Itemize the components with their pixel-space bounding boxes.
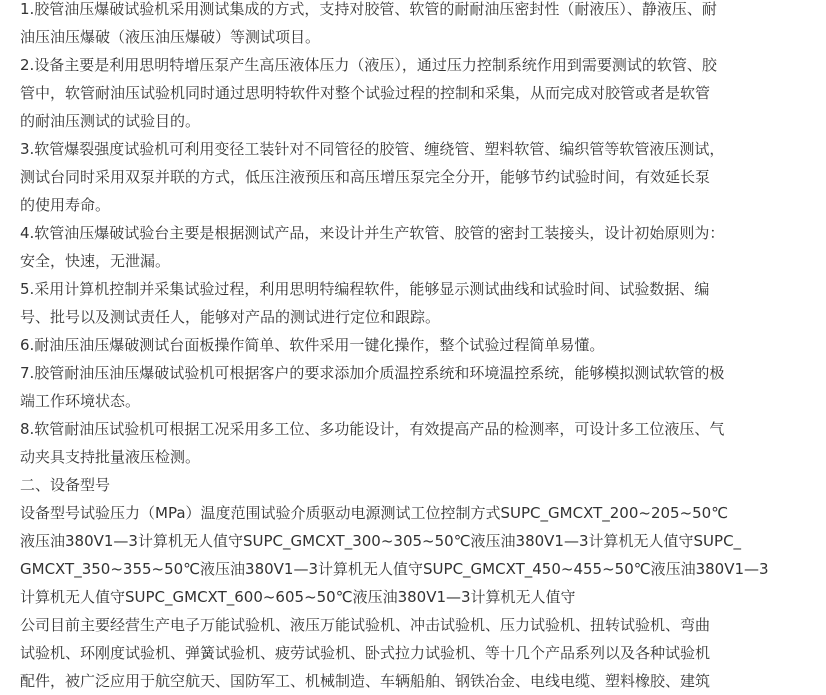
paragraph-line: 8.软管耐油压试验机可根据工况采用多工位、多功能设计，有效提高产品的检测率，可设计多工位液压、气	[20, 420, 725, 438]
paragraph-line: 公司目前主要经营生产电子万能试验机、液压万能试验机、冲击试验机、压力试验机、扭转试验机、弯曲	[20, 616, 711, 634]
paragraph-line: 测试台同时采用双泵并联的方式，低压注液预压和高压增压泵完全分开，能够节约试验时间，有效延长泵	[20, 168, 711, 186]
paragraph-line: 端工作环境状态。	[20, 392, 141, 410]
paragraph-line: 4.软管油压爆破试验台主要是根据测试产品，来设计并生产软管、胶管的密封工装接头，设计初始原则为：	[20, 224, 725, 242]
article-paragraph	[20, 219, 820, 275]
paragraph-line: 油压油压爆破（液压油压爆破）等测试项目。	[20, 28, 321, 46]
paragraph-line: 设备型号试验压力（MPa）温度范围试验介质驱动电源测试工位控制方式SUPC_GMCXT_200~205~50℃	[20, 504, 729, 522]
paragraph-line: 动夹具支持批量液压检测。	[20, 448, 201, 466]
article-paragraph	[20, 0, 820, 51]
article-paragraph	[20, 51, 820, 135]
paragraph-line: 的使用寿命。	[20, 196, 111, 214]
article-paragraph	[20, 135, 820, 219]
article-paragraph	[20, 415, 820, 471]
paragraph-line: 1.胶管油压爆破试验机采用测试集成的方式，支持对胶管、软管的耐耐油压密封性（耐液压）、静液压、耐	[20, 0, 717, 18]
paragraph-line: 6.耐油压油压爆破测试台面板操作简单、软件采用一键化操作，整个试验过程简单易懂。	[20, 336, 605, 354]
paragraph-line: 管中，软管耐油压试验机同时通过思明特软件对整个试验过程的控制和采集，从而完成对胶管或者是软管	[20, 84, 711, 102]
paragraph-line: 安全，快速，无泄漏。	[20, 252, 171, 270]
article-paragraph	[20, 275, 820, 331]
paragraph-line: 号、批号以及测试责任人，能够对产品的测试进行定位和跟踪。	[20, 308, 441, 326]
paragraph-line: 7.胶管耐油压油压爆破试验机可根据客户的要求添加介质温控系统和环境温控系统，能够模拟测试软管的极	[20, 364, 725, 382]
article-body	[20, 0, 820, 695]
paragraph-line: 3.软管爆裂强度试验机可利用变径工装针对不同管径的胶管、缠绕管、塑料软管、编织管等软管液压测试，	[20, 140, 725, 158]
article-paragraph	[20, 471, 820, 499]
paragraph-line: 2.设备主要是利用思明特增压泵产生高压液体压力（液压），通过压力控制系统作用到需要测试的软管、胶	[20, 56, 717, 74]
paragraph-line: 计算机无人值守SUPC_GMCXT_600~605~50℃液压油380V1—3计算机无人值守	[20, 588, 576, 606]
article-paragraph	[20, 611, 820, 695]
paragraph-line: 的耐油压测试的试验目的。	[20, 112, 201, 130]
paragraph-line: GMCXT_350~355~50℃液压油380V1—3计算机无人值守SUPC_GMCXT_450~455~50℃液压油380V1—3	[20, 560, 769, 578]
article-paragraph	[20, 359, 820, 415]
paragraph-line: 液压油380V1—3计算机无人值守SUPC_GMCXT_300~305~50℃液压油380V1—3计算机无人值守SUPC_	[20, 532, 742, 550]
paragraph-line: 二、设备型号	[20, 476, 111, 494]
paragraph-line: 5.采用计算机控制并采集试验过程，利用思明特编程软件，能够显示测试曲线和试验时间、试验数据、编	[20, 280, 710, 298]
paragraph-line: 配件，被广泛应用于航空航天、国防军工、机械制造、车辆船舶、钢铁冶金、电线电缆、塑料橡胶、建筑	[20, 672, 711, 690]
article-paragraph	[20, 331, 820, 359]
article-paragraph	[20, 499, 820, 611]
paragraph-line: 试验机、环刚度试验机、弹簧试验机、疲劳试验机、卧式拉力试验机、等十几个产品系列以及各种试验机	[20, 644, 711, 662]
